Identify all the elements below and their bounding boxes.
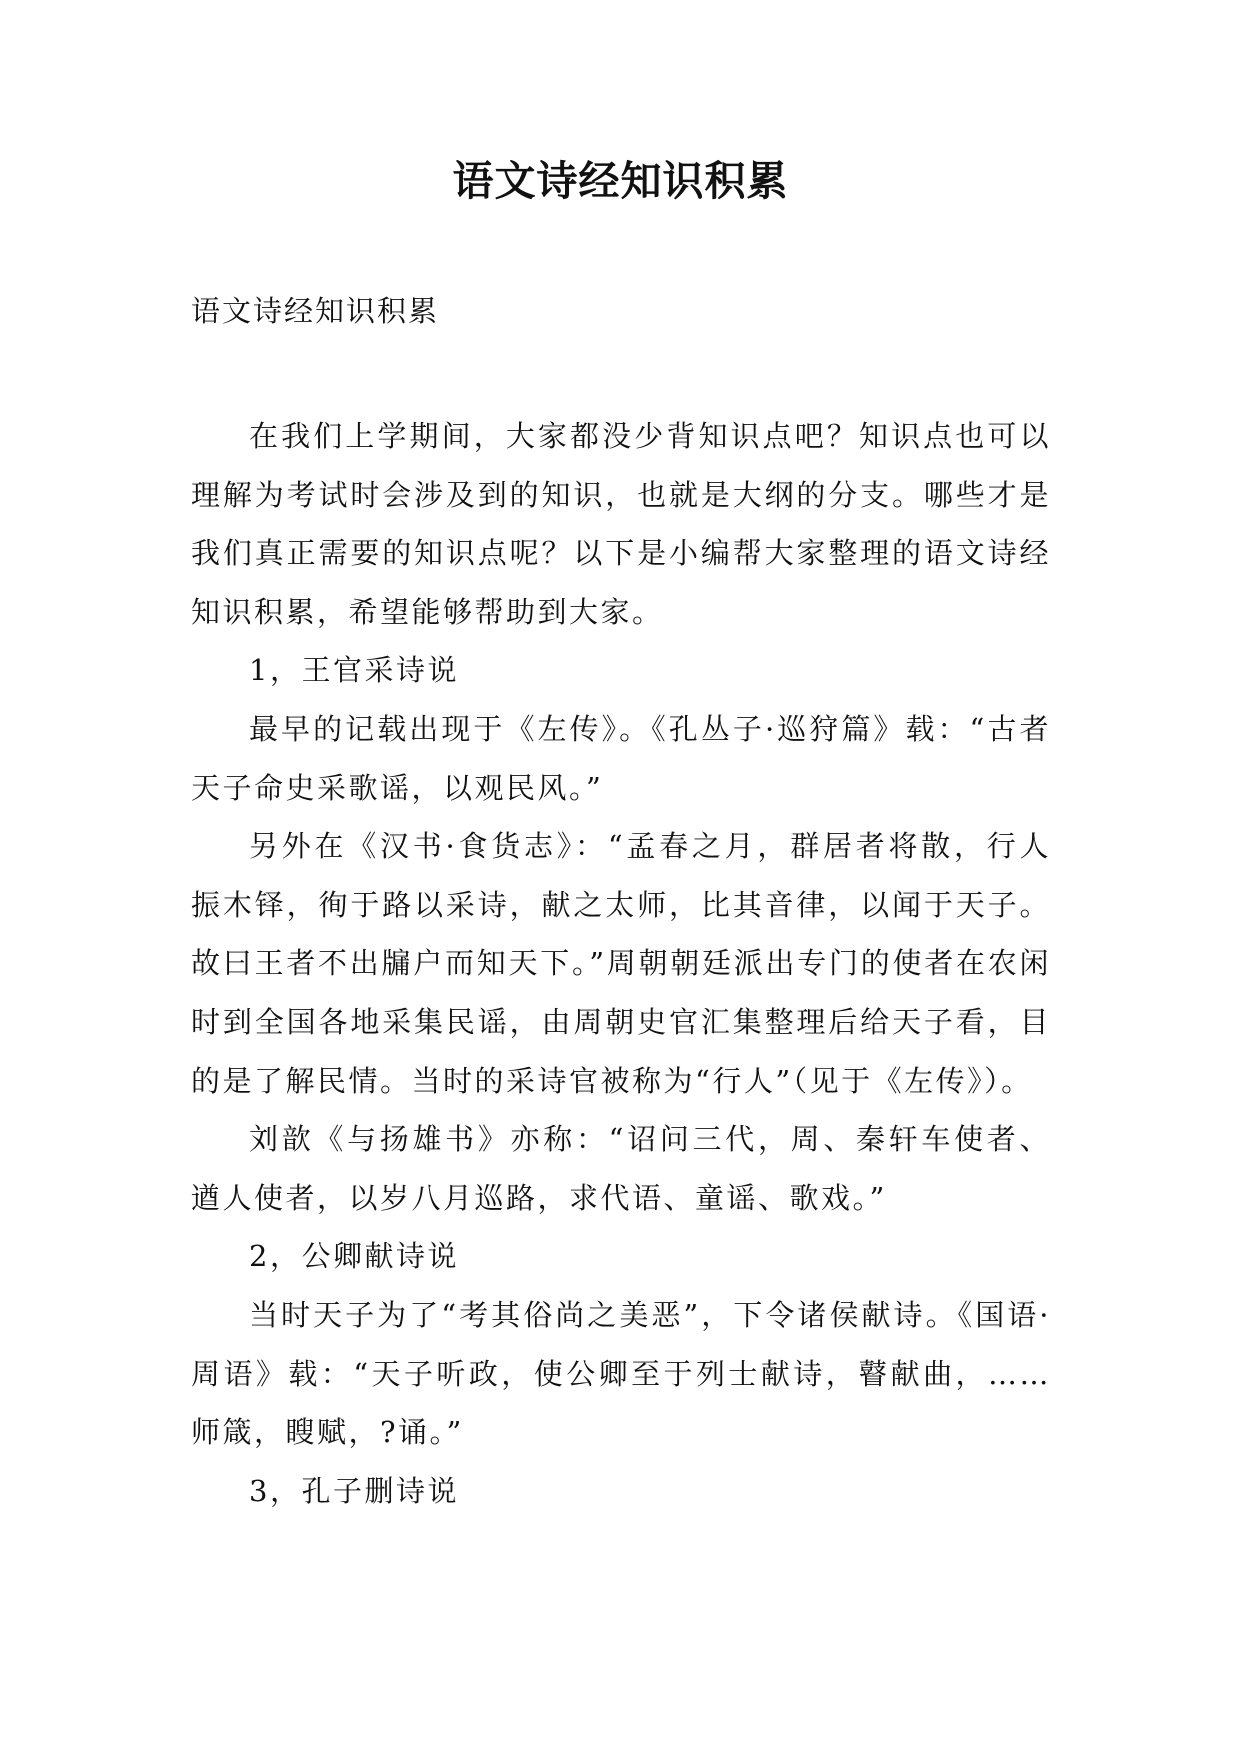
paragraph: 当时天子为了“考其俗尚之美恶”，下令诸侯献诗。《国语·周语》载：“天子听政，使公卿至于列士献诗，瞽献曲，……师箴，瞍赋，?诵。”	[191, 1297, 1051, 1450]
document-subtitle: 语文诗经知识积累	[191, 294, 440, 328]
paragraph: 另外在《汉书·食货志》：“孟春之月，群居者将散，行人振木铎，徇于路以采诗，献之太师，比其音律，以闻于天子。故曰王者不出牖户而知天下。”周朝朝廷派出专门的使者在农闲时到全国各地采集民谣，由周朝史官汇集整理后给天子看，目的是了解民情。当时的采诗官被称为“行人”（见于《左传》）。	[191, 829, 1051, 1098]
document-body	[191, 407, 1051, 1520]
section-heading-1: 1，王官采诗说	[249, 653, 459, 688]
document-title: 语文诗经知识积累	[452, 157, 789, 205]
paragraph: 最早的记载出现于《左传》。《孔丛子·巡狩篇》载：“古者天子命史采歌谣，以观民风。”	[191, 711, 1051, 805]
paragraph-intro: 在我们上学期间，大家都没少背知识点吧？知识点也可以理解为考试时会涉及到的知识，也就是大纲的分支。哪些才是我们真正需要的知识点呢？以下是小编帮大家整理的语文诗经知识积累，希望能够帮助到大家。	[191, 419, 1051, 629]
paragraph: 刘歆《与扬雄书》亦称：“诏问三代，周、秦轩车使者、遒人使者，以岁八月巡路，求代语、童谣、歌戏。”	[191, 1122, 1051, 1215]
section-heading-3: 3，孔子删诗说	[249, 1473, 459, 1508]
section-heading-2: 2，公卿献诗说	[249, 1239, 459, 1274]
